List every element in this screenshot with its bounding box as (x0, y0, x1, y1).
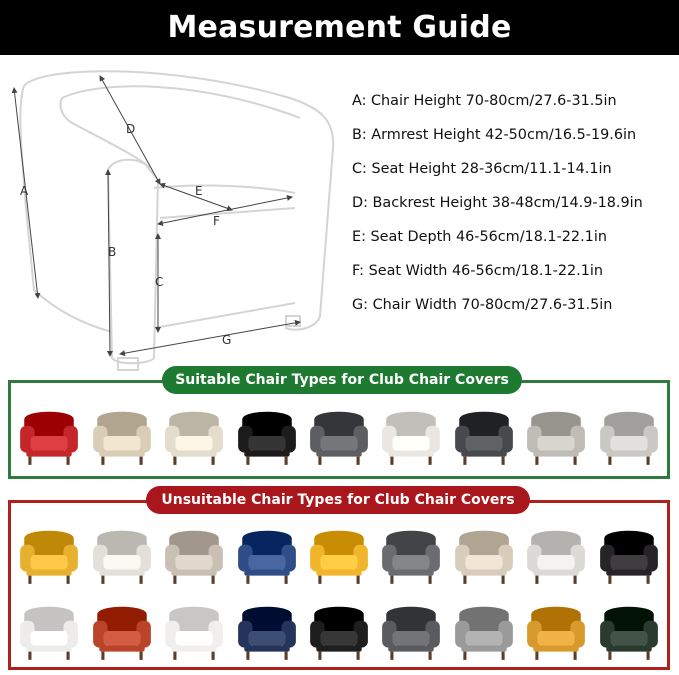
spec-seat-depth: E: Seat Depth 46-56cm/18.1-22.1in (352, 229, 607, 245)
white-swivel-chair-image (89, 522, 155, 592)
yellow-armchair-image (16, 522, 82, 592)
label-a: A (20, 184, 29, 198)
grey-tub-chair-image (306, 403, 372, 473)
spec-chair-width: G: Chair Width 70-80cm/27.6-31.5in (352, 297, 613, 313)
yellow-wingback-chair-image (306, 522, 372, 592)
rust-armchair-image (89, 598, 155, 668)
white-slim-chair-image (523, 522, 589, 592)
grey-metal-frame-chair-image (523, 403, 589, 473)
red-tub-chair-image (16, 403, 82, 473)
houndstooth-wingback-chair-image (451, 598, 517, 668)
chair-measurement-diagram (0, 58, 345, 380)
guide-title: Measurement Guide (0, 0, 679, 55)
navy-armchair-image (234, 598, 300, 668)
spec-chair-height: A: Chair Height 70-80cm/27.6-31.5in (352, 93, 617, 109)
label-c: C (155, 275, 164, 289)
spec-seat-width: F: Seat Width 46-56cm/18.1-22.1in (352, 263, 603, 279)
dark-grey-swivel-chair-image (451, 403, 517, 473)
spec-backrest-height: D: Backrest Height 38-48cm/14.9-18.9in (352, 195, 643, 211)
white-tufted-tub-chair-image (378, 403, 444, 473)
label-b: B (108, 245, 117, 259)
black-leather-club-chair-image (306, 598, 372, 668)
light-grey-metal-frame-chair-image (596, 403, 662, 473)
white-chesterfield-chair-image (161, 598, 227, 668)
grey-tufted-chair-image (378, 522, 444, 592)
beige-tufted-armchair-image (161, 522, 227, 592)
black-modern-chair-image (596, 522, 662, 592)
white-barrel-chair-image (16, 598, 82, 668)
cream-tub-chair-image (161, 403, 227, 473)
blue-armchair-image (234, 522, 300, 592)
mustard-armchair-image (523, 598, 589, 668)
spec-armrest-height: B: Armrest Height 42-50cm/16.5-19.6in (352, 127, 637, 143)
label-f: F (213, 214, 220, 228)
suitable-banner: Suitable Chair Types for Club Chair Covers (162, 366, 522, 394)
spec-seat-height: C: Seat Height 28-36cm/11.1-14.1in (352, 161, 612, 177)
label-e: E (195, 184, 203, 198)
label-g: G (222, 333, 232, 347)
unsuitable-banner: Unsuitable Chair Types for Club Chair Covers (146, 486, 530, 514)
grey-recliner-image (378, 598, 444, 668)
cream-lounge-chair-image (451, 522, 517, 592)
black-leather-tub-chair-image (234, 403, 300, 473)
label-d: D (126, 122, 136, 136)
beige-tub-chair-image (89, 403, 155, 473)
dark-green-chair-image (596, 598, 662, 668)
